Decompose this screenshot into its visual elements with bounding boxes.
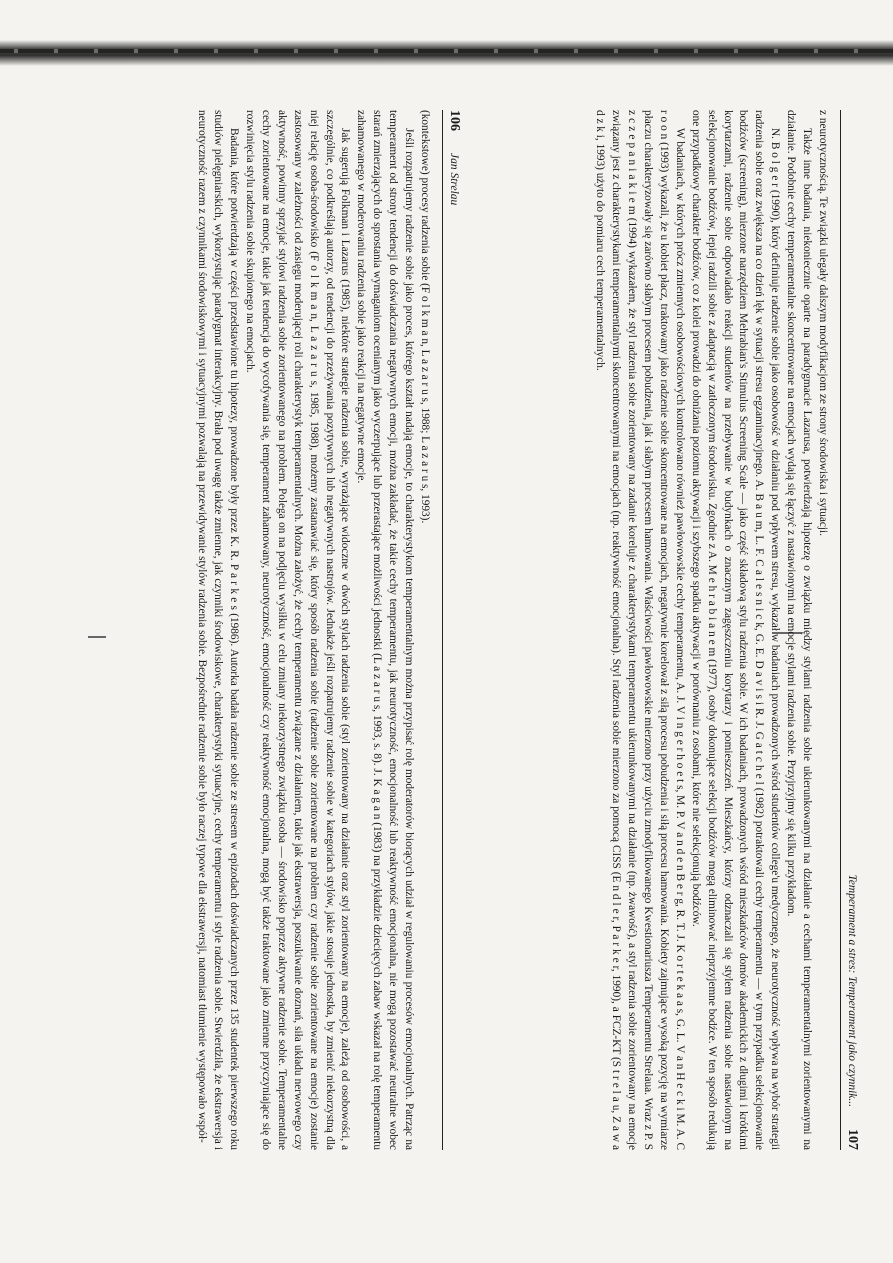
right-page [500, 110, 860, 1150]
right-running-head-text: Temperament a stres: Temperament jako czynnik... [846, 874, 858, 1107]
scan-edge-shadow [0, 40, 893, 66]
paragraph: Badania, które potwierdzają w części przedstawione tu hipotezy, prowadzone były przez K. R. P a r k e s (1986). Autorka badała radzenie sobie ze stresem w epizodach doświadczanych przez 135 studentek pierwszego roku studiów pielęgniarskich, wykorzystując paradygmat interakcyjny. Brała pod uwagę także zmienne, jak czynniki środowiskowe, charakterystyki sytuacyjne, cechy temperamentu i style radzenia sobie. Stwierdziła, że ekstrawersja i neurotyczność razem z czynnikami środowiskowymi i sytuacyjnymi pozwalają na przewidywanie stylów radzenia sobie. Bezpośrednie radzenie sobie było raczej typowe dla ekstrawersji, natomiast tłumienie występowało współ- [196, 110, 241, 1150]
paragraph: Jak sugerują Folkman i Lazarus (1985), niektóre strategie radzenia sobie, wyrażające widoczne w dwóch stylach radzenia sobie (styl zorientowany na działanie oraz styl zorientowany na emocje), zależą od osobowości, a szczególnie, co podkreślają autorzy, od tendencji do przeżywania pozytywnych lub negatywnych nastrojów. Jednakże jeśli rozpatrujemy radzenie sobie w kategoriach stylów, jakie stosuje jednostka, by zmienić niekorzystną dla niej relację osoba-środowisko (F o l k m a n, L a z a r u s, 1985, 1988), możemy zastanawiać się, który sposób radzenia sobie (radzenie sobie zorientowane na problem czy radzenie sobie zorientowane na emocje) zostanie zastosowany w zależności od zasięgu moderującej roli charakterystyk temperamentalnych. Można założyć, że cechy temperamentu związane z działaniem, takie jak ekstrawersja, poszukiwanie doznań, siła układu nerwowego czy aktywność, powinny sprzyjać stylowi radzenia sobie zorientowanego na problem. Polega on na podjęciu wysiłku w celu zmiany niekorzystnego związku osoba — środowisko poprzez aktywne radzenie sobie. Temperamentalne cechy zorientowane na emocje, takie jak tendencja do wycofywania się, temperament zahamowany, neurotyczność, emocjonalność czy reaktywność emocjonalna, mogą być także traktowane jako zmienne przyczyniające się do rozwinięcia stylu radzenia sobie skupionego na emocjach. [244, 110, 352, 1150]
paragraph: z neurotycznością. Te związki ulegały dalszym modyfikacjom ze strony środowiska i sytuacji. [817, 110, 829, 536]
left-running-head-text: Jan Strelau [448, 153, 460, 206]
right-page-number: 107 [845, 1129, 860, 1150]
left-page-number: 106 [447, 110, 462, 131]
paragraph: W badaniach, w których prócz zmiennych osobowościowych kontrolowano również pawłowowskie cechy temperamentu, A. J. V i n g e r h o e t s, M. P. V a n d e n B e r g, R. T. J. K o r t e k a a s, G. L. V a n H e c k i M. A. C r o o n (1993) wykazali, że u kobiet płacz, traktowany jako radzenie sobie skoncentrowane na emocjach, negatywnie korelował z siłą procesu pobudzenia i siłą procesu hamowania. Kobiety zajmujące wysoką pozycję na wymiarze płaczu charakteryzowały się zarówno słabym procesem pobudzenia, jak i słabym procesem hamowania. Właściwości pawłowowskie mierzono przy użyciu zmodyfikowanego Kwestionariusza Temperamentu Strelaua. Wraz z P. S z c z e p a n i a k i e m (1994) wykazałem, że styl radzenia sobie zorientowany na zadanie koreluje z charakterystykami temperamentu ukierunkowanymi na działanie (np. żwawość), a styl radzenia sobie zorientowany na emocje związany jest z charakterystykami temperamentalnymi skoncentrowanymi na emocjach (np. reaktywność emocjonalna). Styl radzenia sobie mierzono za pomocą CISS (E n d l e r, P a r k e r, 1990), a FCZ-KT (S t r e l a u, Z a w a d z k i, 1993) użyto do pomiaru cech temperamentalnych. [594, 110, 686, 1150]
left-page [102, 110, 462, 1150]
right-body [591, 110, 830, 1150]
paragraph: Jeśli rozpatrujemy radzenie sobie jako proces, którego kształt nadają emocje, to charakterystykom temperamentalnym można przypisać rolę moderatorów biorących udział w regulowaniu procesów emocjonalnych. Patrząc na temperament od strony tendencji do doświadczania negatywnych emocji, można zakładać, że takie cechy temperamentu, jak neurotyczność, emocjonalność lub reaktywność emocjonalna, nie mogą pozostawać neutralne wobec starań zmierzających do sprostania wymaganiom ocenianym jako wyczerpujące lub przerastające możliwości jednostki (L a z a r u s, 1993, s. 8). J. K a g a n (1983) na przykładzie dziecięcych zabaw wskazał na rolę temperamentu zahamowanego w moderowaniu radzenia sobie jako reakcji na negatywne emocje. [355, 110, 416, 1150]
right-running-head [840, 110, 860, 1150]
paragraph: N. B o l g e r (1990), który definiuje radzenie sobie jako osobowość w działaniu pod wpływem stresu, wykazał w badaniach prowadzonych wśród studentów college'u medycznego, że neurotyczność wpływa na wybór strategii radzenia sobie oraz zwiększa na co dzień lęk w sytuacji stresu egzaminacyjnego. A. B a u m, L. F. C a l e s n i c k, G. E. D a v i s i R. J. G a t c h e l (1982) potraktowali cechy temperamentu — w tym przypadku selekcjonowanie bodźców (screening), mierzone narzędziem Mehrabian's Stimulus Screening Scale — jako część składową stylu radzenia sobie. W ich badaniach, prowadzonych wśród mieszkańców domów akademickich z długimi i krótkimi korytarzami, radzenie sobie odpowiadało reakcji studentów na przebywanie w budynkach o znacznym zagęszczeniu korytarzy i pomieszczeń. Mieszkańcy, którzy odznaczali się stylem radzenia sobie nastawionym na selekcjonowanie bodźców, lepiej radzili sobie z adaptacją w zatłoczonym środowisku. Zgodnie z A. M e h r a b i a n e m (1977), osoby dokonujące selekcji bodźców mogą eliminować nieprzyjemne bodźce. W ten sposób redukują one przypadkowy charakter bodźców, co z kolei prowadzi do obniżania poziomu aktywacji i szybszego spadku aktywacji w porównaniu z osobami, które nie selekcjonują bodźców. [689, 110, 782, 1150]
paragraph: Także inne badania, niekoniecznie oparte na paradygmacie Lazarusa, potwierdzają hipotezę o związku między stylami radzenia sobie ukierunkowanymi na działanie a cechami temperamentalnymi zorientowanymi na działanie. Podobnie cechy temperamentalne skoncentrowane na emocjach wydają się łączyć z nastawionymi na emocje stylami radzenia sobie. Przyjrzyjmy się kilku przykładom. [785, 110, 814, 1150]
left-body [193, 110, 432, 1150]
paragraph: (kontekstowe) procesy radzenia sobie (F o l k m a n, L a z a r u s, 1988; L a z a r u s, 1993). [419, 110, 431, 524]
left-running-head [442, 110, 462, 1150]
